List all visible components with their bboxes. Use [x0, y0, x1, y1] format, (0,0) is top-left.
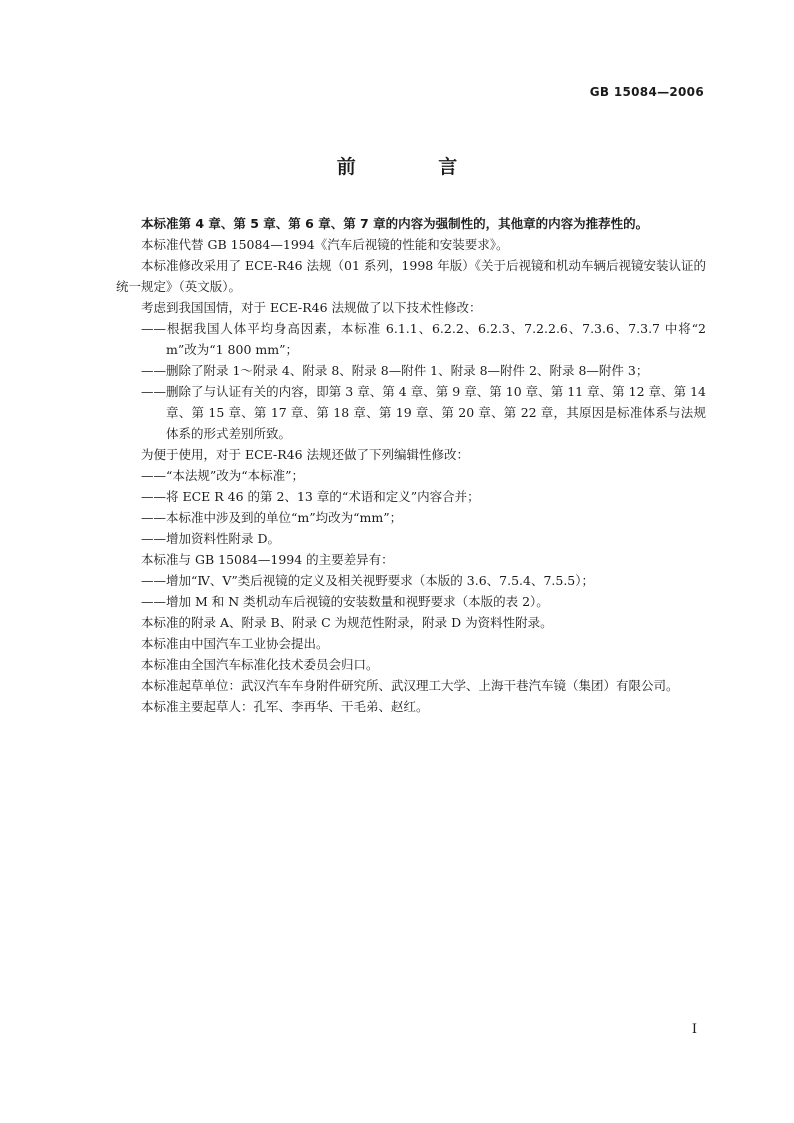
list-item: ——删除了附录 1～附录 4、附录 8、附录 8—附件 1、附录 8—附件 2、附录 8—附件 3；: [141, 363, 649, 378]
standard-number: GB 15084—2006: [589, 85, 704, 99]
paragraph-drafting-units: 本标准起草单位：武汉汽车车身附件研究所、武汉理工大学、上海干巷汽车镜（集团）有限公司。: [141, 678, 679, 693]
list-item: ——本标准中涉及到的单位“m”均改为“mm”；: [141, 510, 403, 525]
paragraph-proposed-by: 本标准由中国汽车工业协会提出。: [141, 636, 329, 651]
list-item: ——删除了与认证有关的内容，即第 3 章、第 4 章、第 9 章、第 10 章、第 11 章、第 12 章、第 14 章、第 15 章、第 17 章、第 18 章、第 19 章、第 20 章、第 22 章，其原因是标准体系与法规体系的形式差别所致。: [141, 384, 706, 441]
paragraph-technical-changes-intro: 考虑到我国国情，对于 ECE-R46 法规做了以下技术性修改：: [141, 300, 482, 315]
page-title: 前 言: [336, 156, 496, 178]
paragraph-annexes: 本标准的附录 A、附录 B、附录 C 为规范性附录，附录 D 为资料性附录。: [141, 615, 553, 630]
paragraph-centralized-by: 本标准由全国汽车标准化技术委员会归口。: [141, 657, 379, 672]
page-number: I: [691, 1022, 697, 1037]
list-item: ——根据我国人体平均身高因素，本标准 6.1.1、6.2.2、6.2.3、7.2.2.6、7.3.6、7.3.7 中将“2 m”改为“1 800 mm”；: [141, 321, 706, 357]
list-item: ——增加 M 和 N 类机动车后视镜的安装数量和视野要求（本版的表 2）。: [141, 594, 549, 609]
list-item: ——将 ECE R 46 的第 2、13 章的“术语和定义”内容合并；: [141, 489, 480, 504]
foreword-body: [116, 213, 706, 717]
paragraph-drafters: 本标准主要起草人：孔军、李再华、干毛弟、赵红。: [141, 699, 429, 714]
paragraph-differences-intro: 本标准与 GB 15084—1994 的主要差异有：: [141, 552, 394, 567]
paragraph-editorial-changes-intro: 为便于使用，对于 ECE-R46 法规还做了下列编辑性修改：: [141, 447, 470, 462]
list-item: ——“本法规”改为“本标准”；: [141, 468, 305, 483]
paragraph-replaces: 本标准代替 GB 15084—1994《汽车后视镜的性能和安装要求》。: [141, 237, 509, 252]
paragraph-adoption: 本标准修改采用了 ECE-R46 法规（01 系列，1998 年版）《关于后视镜和机动车辆后视镜安装认证的统一规定》（英文版）。: [116, 258, 706, 294]
paragraph-mandatory-chapters: 本标准第 4 章、第 5 章、第 6 章、第 7 章的内容为强制性的，其他章的内容为推荐性的。: [141, 216, 649, 231]
list-item: ——增加资料性附录 D。: [141, 531, 280, 546]
list-item: ——增加“Ⅳ、Ⅴ”类后视镜的定义及相关视野要求（本版的 3.6、7.5.4、7.5.5）；: [141, 573, 595, 588]
